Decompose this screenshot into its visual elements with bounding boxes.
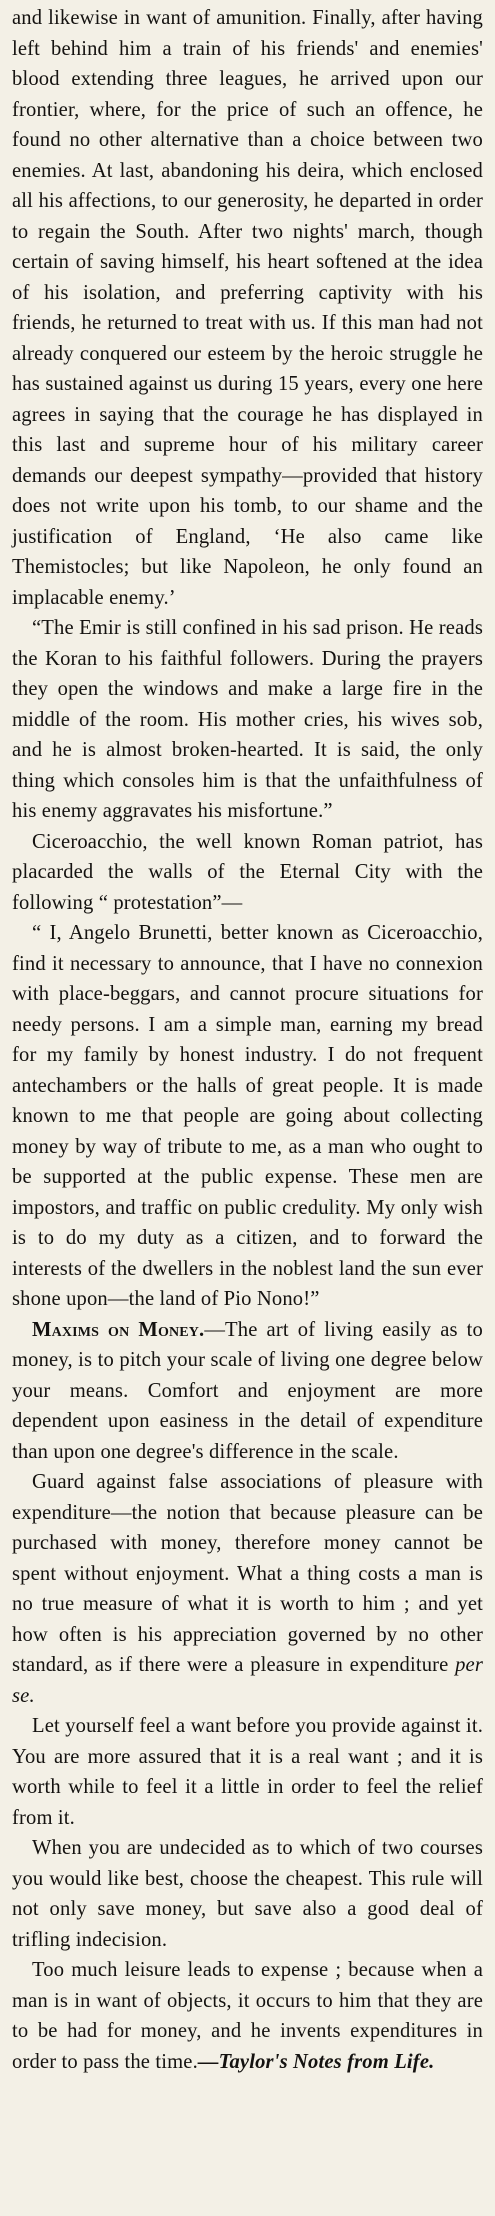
cheapest-text: When you are undecided as to which of two courses you would like best, choose the cheapest. This rule will not only save money, but save also a good deal of trifling indecision. <box>12 1837 483 1951</box>
pleasure-text: Guard against false associations of pleasure with expenditure—the notion that because pleasure can be purchased with money, therefore money cannot be spent without enjoyment. What a thing costs a man is no true measure of what it is worth to him ; and yet how often is his appreciation governed by no other standard, as if there were a pleasure in expenditure <box>12 1471 483 1676</box>
maxims-paragraph <box>12 1315 483 1468</box>
emir-narrative-text: and likewise in want of amunition. Finally, after having left behind him a train of his friends' and enemies' blood extending three leagues, he arrived upon our frontier, where, for the price of such an offence, he found no other alternative than a choice between two enemies. At last, abandoning his deira, which enclosed all his affections, to our generosity, he departed in order to regain the South. After two nights' march, though certain of saving himself, his heart softened at the idea of his isolation, and preferring captivity with his friends, he returned to treat with us. If this man had not already conquered our esteem by the heroic struggle he has sustained against us during 15 years, every one here agrees in saying that the courage he has displayed in this last and supreme hour of his military career demands our deepest sympathy—provided that history does not write upon his tomb, to our shame and the justification of England, ‘He also came like Themistocles; but like Napoleon, he only found an implacable enemy.’ <box>12 7 483 609</box>
ciceroacchio-intro-paragraph <box>12 827 483 919</box>
want-paragraph <box>12 1711 483 1833</box>
maxims-text: —The art of living easily as to money, is to pitch your scale of living one degree below your means. Comfort and enjoyment are more dependent upon easiness in the detail of expenditure than upon one degree's difference in the scale. <box>12 1318 483 1463</box>
source-attribution: —Taylor's Notes from Life. <box>197 2050 435 2073</box>
maxims-heading: Maxims on Money. <box>32 1318 205 1341</box>
emir-prison-paragraph <box>12 613 483 827</box>
article-column <box>12 3 483 2077</box>
leisure-text: Too much leisure leads to expense ; because when a man is in want of objects, it occurs to him that they are to be had for money, and he invents expenditures in order to pass the time. <box>12 1959 483 2073</box>
cheapest-paragraph <box>12 1833 483 1955</box>
emir-prison-text: “The Emir is still confined in his sad prison. He reads the Koran to his faithful followers. During the prayers they open the windows and make a large fire in the middle of the room. His mother cries, his wives sob, and he is almost broken-hearted. It is said, the only thing which consoles him is that the unfaithfulness of his enemy aggravates his misfortune.” <box>12 617 483 822</box>
protestation-text: “ I, Angelo Brunetti, better known as Ciceroacchio, find it necessary to announce, that I have no connexion with place-beggars, and cannot procure situations for needy persons. I am a simple man, earning my bread for my family by honest industry. I do not frequent antechambers or the halls of great people. It is made known to me that people are going about collecting money by way of tribute to me, as a man who ought to be supported at the public expense. These men are impostors, and traffic on public credulity. My only wish is to do my duty as a citizen, and to forward the interests of the dwellers in the noblest land the sun ever shone upon—the land of Pio Nono!” <box>12 922 483 1310</box>
emir-narrative-paragraph <box>12 3 483 613</box>
protestation-paragraph <box>12 918 483 1315</box>
want-text: Let yourself feel a want before you provide against it. You are more assured that it is a real want ; and it is worth while to feel it a little in order to feel the relief from it. <box>12 1715 483 1829</box>
ciceroacchio-intro-text: Ciceroacchio, the well known Roman patriot, has placarded the walls of the Eternal City with the following “ protestation”— <box>12 830 483 914</box>
pleasure-paragraph <box>12 1467 483 1711</box>
per-se-phrase: per se. <box>12 1654 483 1707</box>
leisure-paragraph <box>12 1955 483 2077</box>
